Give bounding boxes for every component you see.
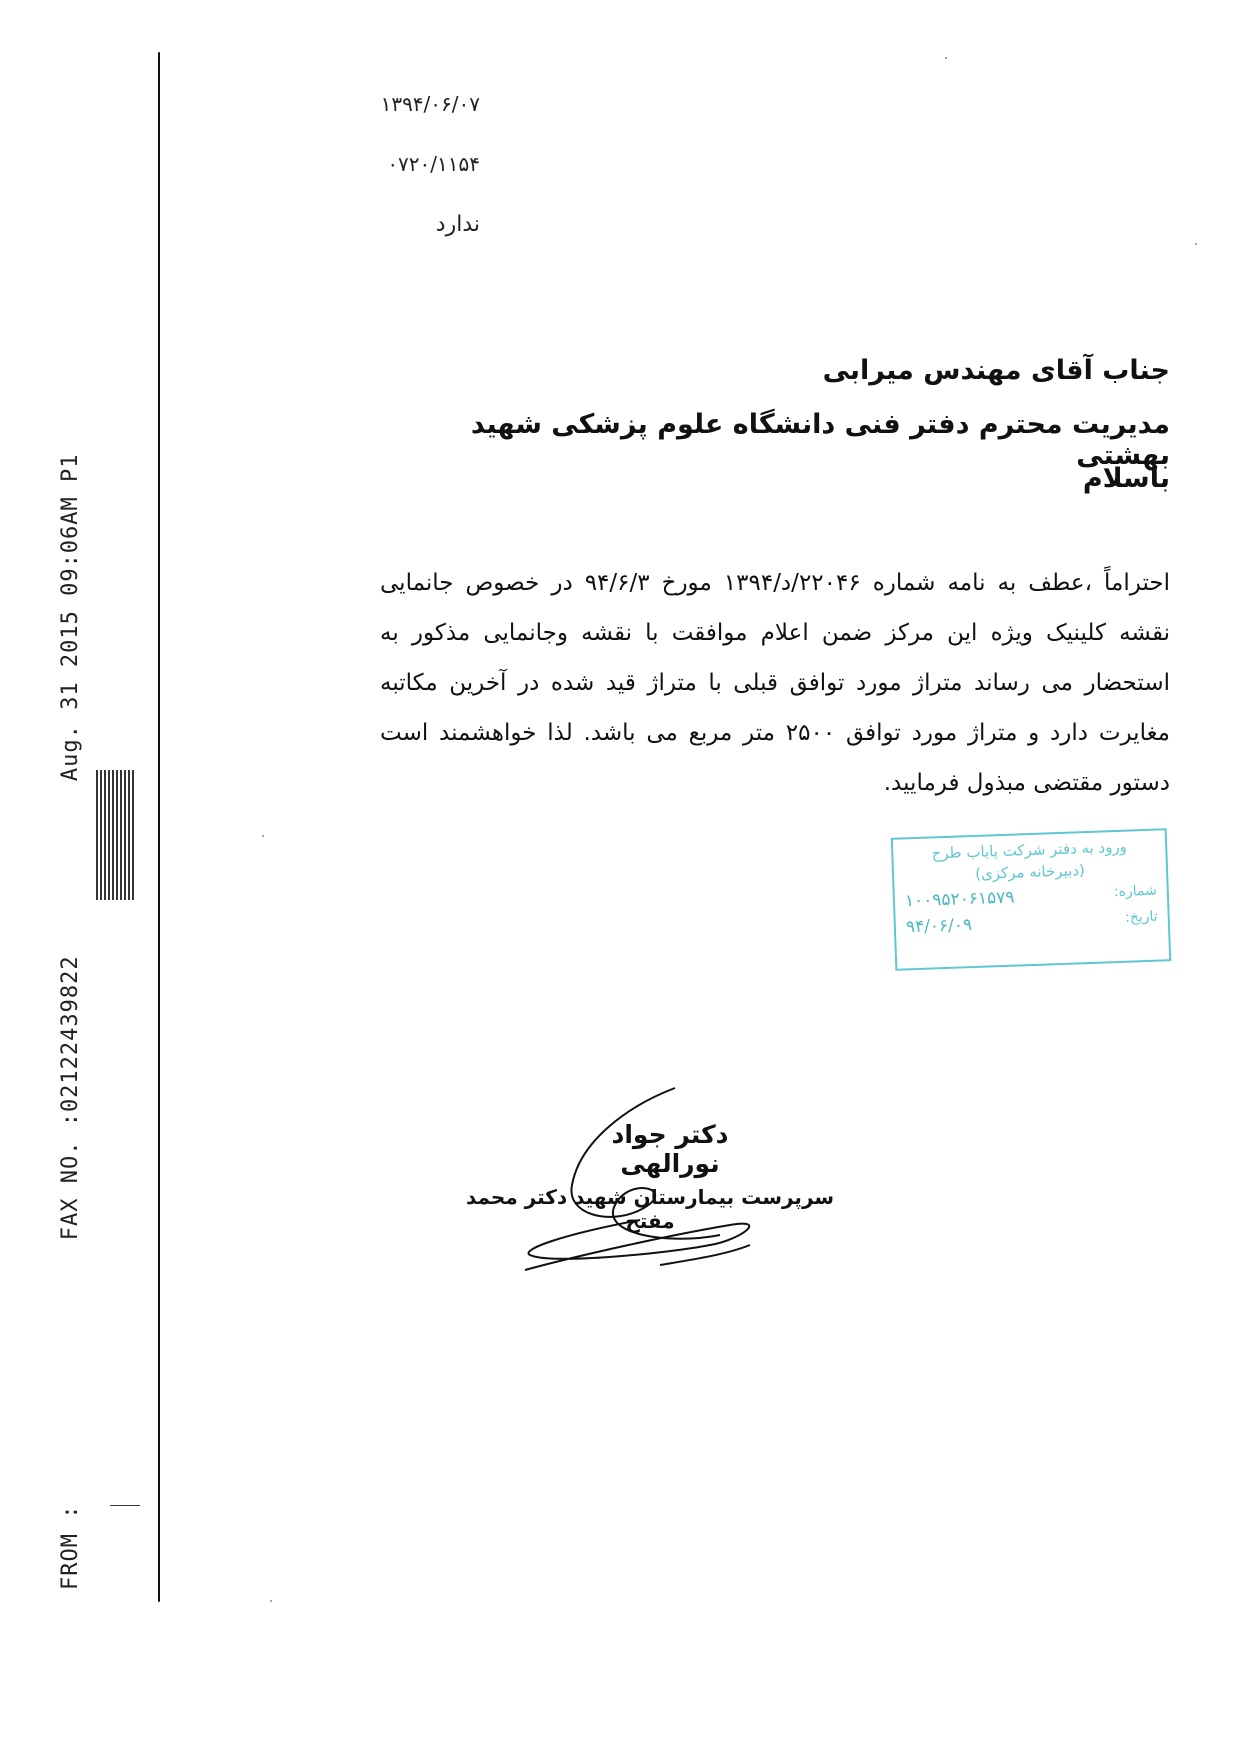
stamp-title: ورود به دفتر شرکت پایاب طرح — [931, 837, 1128, 863]
addressee-block — [470, 355, 1170, 517]
letter-body: احتراماً ،عطف به نامه شماره ۲۲۰۴۶/د/۱۳۹۴ مورخ ۹۴/۶/۳ در خصوص جانمایی نقشه کلینیک ویژه این مرکز ضمن اعلام موافقت با نقشه وجانمایی مذکور به استحضار می رساند متراژ مورد توافق قبلی با متراژ قید شده در آخرین مکاتبه مغایرت دارد و متراژ مورد توافق ۲۵۰۰ متر مربع می باشد. لذا خواهشمند است دستور مقتضی مبذول فرمایید. — [380, 570, 1170, 796]
reference-block — [340, 92, 480, 272]
fax-edge-line — [158, 52, 160, 1602]
reference-number: ۰۷۲۰/۱۱۵۴ — [387, 152, 480, 176]
scan-speck — [1195, 243, 1197, 245]
fax-number: FAX NO. :02122439822 — [58, 955, 83, 1241]
stamp-date-label: تاریخ: — [1124, 908, 1158, 926]
reference-attachment: ندارد — [435, 212, 480, 237]
signatory-title: سرپرست بیمارستان شهید دکتر محمد مفتح — [465, 1185, 835, 1233]
receipt-stamp — [891, 828, 1171, 971]
fax-header — [58, 453, 83, 1590]
stamp-number-value: ۱۰۰۹۵۲۰۶۱۵۷۹ — [904, 887, 1015, 912]
addressee-line2: مدیریت محترم دفتر فنی دانشگاه علوم پزشکی شهید بهشتی — [470, 409, 1170, 471]
fax-edge-tick — [110, 1505, 140, 1506]
fax-date-time-page: Aug. 31 2015 09:06AM P1 — [58, 453, 83, 782]
stamp-number-label: شماره: — [1113, 882, 1158, 901]
addressee-line1: جناب آقای مهندس میرابی — [822, 355, 1170, 386]
scan-speck — [270, 1600, 272, 1602]
greeting: باسلام — [1082, 463, 1170, 494]
signatory-name: دکتر جواد نورالهی — [611, 1120, 729, 1178]
fax-edge-smudge — [96, 770, 136, 900]
stamp-date-row — [906, 909, 1159, 938]
fax-from-label: FROM : — [58, 1504, 83, 1590]
scan-speck — [262, 835, 264, 837]
stamp-number-row — [905, 883, 1158, 912]
scan-speck — [945, 57, 947, 59]
reference-date: ۱۳۹۴/۰۶/۰۷ — [380, 92, 480, 116]
stamp-subtitle: (دبیرخانه مرکزی) — [974, 861, 1086, 883]
stamp-date-value: ۹۴/۰۶/۰۹ — [905, 915, 973, 938]
